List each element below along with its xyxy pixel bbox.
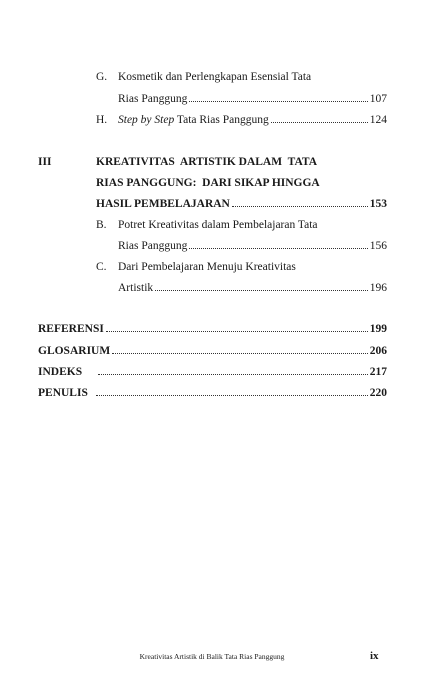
toc-entry-c-line1: Dari Pembelajaran Menuju Kreativitas	[118, 261, 296, 273]
toc-page-b: 156	[369, 240, 387, 252]
toc-entry-referensi[interactable]	[38, 322, 387, 336]
toc-entry-g[interactable]	[118, 92, 387, 106]
dot-leader	[98, 374, 368, 375]
dot-leader	[271, 122, 368, 123]
running-footer: Kreativitas Artistik di Balik Tata Rias Panggung	[139, 652, 285, 661]
toc-label-indeks: INDEKS	[38, 366, 83, 378]
toc-page-glosarium: 206	[369, 345, 387, 357]
toc-label-glosarium: GLOSARIUM	[38, 345, 111, 357]
toc-page-indeks: 217	[369, 366, 387, 378]
toc-page-h: 124	[369, 114, 387, 126]
toc-entry-b-line1: Potret Kreativitas dalam Pembelajaran Tata	[118, 219, 318, 231]
toc-entry-g-line1: Kosmetik dan Perlengkapan Esensial Tata	[118, 71, 312, 83]
toc-letter-g: G.	[96, 71, 108, 83]
dot-leader	[155, 290, 368, 291]
toc-page-g: 107	[369, 93, 387, 105]
dot-leader	[106, 331, 368, 332]
toc-entry-glosarium[interactable]	[38, 344, 387, 358]
toc-entry-c-line2: Artistik	[118, 282, 154, 294]
toc-entry-b[interactable]	[118, 239, 387, 253]
toc-entry-g-line2: Rias Panggung	[118, 93, 188, 105]
chapter-page-3: 153	[369, 198, 387, 210]
toc-entry-indeks[interactable]	[38, 365, 387, 379]
toc-entry-h-italic: Step by Step	[118, 114, 175, 126]
chapter-entry-3[interactable]	[96, 197, 387, 211]
toc-entry-b-line2: Rias Panggung	[118, 240, 188, 252]
toc-entry-h-title	[118, 113, 269, 127]
toc-letter-h: H.	[96, 114, 108, 126]
chapter-title-line1: KREATIVITAS ARTISTIK DALAM TATA	[96, 156, 318, 168]
dot-leader	[189, 101, 367, 102]
dot-leader	[232, 206, 368, 207]
toc-page-penulis: 220	[369, 387, 387, 399]
dot-leader	[112, 353, 368, 354]
toc-entry-h-rest: Tata Rias Panggung	[174, 114, 269, 126]
dot-leader	[189, 248, 367, 249]
toc-entry-penulis[interactable]	[38, 386, 387, 400]
chapter-title-line2: RIAS PANGGUNG: DARI SIKAP HINGGA	[96, 177, 320, 189]
toc-entry-h[interactable]	[118, 113, 387, 127]
chapter-number: III	[38, 156, 52, 168]
chapter-title-line3: HASIL PEMBELAJARAN	[96, 198, 230, 210]
toc-page-referensi: 199	[369, 323, 387, 335]
toc-page-c: 196	[369, 282, 387, 294]
toc-label-penulis: PENULIS	[38, 387, 88, 399]
page-number: ix	[370, 650, 379, 662]
toc-label-referensi: REFERENSI	[38, 323, 104, 335]
toc-letter-c: C.	[96, 261, 107, 273]
dot-leader	[96, 395, 368, 396]
toc-entry-c[interactable]	[118, 281, 387, 295]
toc-letter-b: B.	[96, 219, 107, 231]
